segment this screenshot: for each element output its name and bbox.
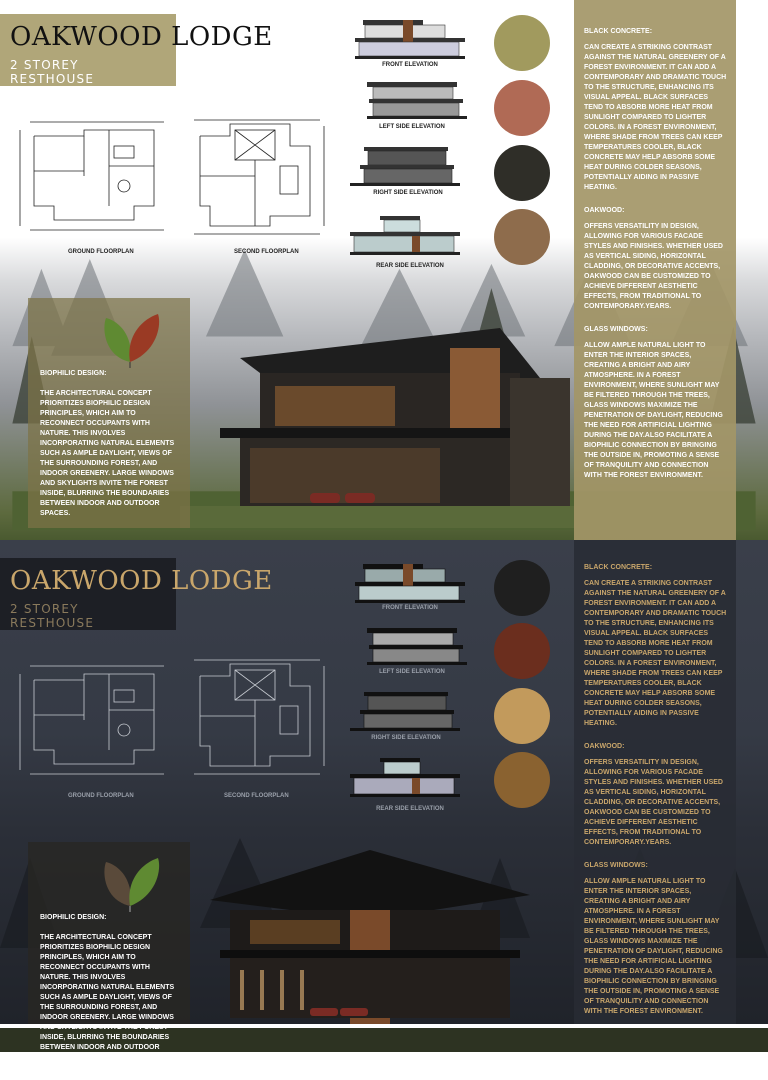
biophilic-text: THE ARCHITECTURAL CONCEPT PRIORITIZES BIOPHILIC DESIGN PRINCIPLES, WHICH AIM TO RECONNECT OCCUPANTS WITH NATURE. THIS INVOLVES INCORPORATING NATURAL ELEMENTS SUCH AS AMPLE DAYLIGHT, VIEWS OF THE SURROUNDING FOREST, AND INDOOR GREENERY. LARGE WINDOWS AND SKYLIGHTS INVITE THE FOREST INSIDE, BLURRING THE BOUNDARIES BETWEEN INDOOR AND OUTDOOR SPACES. [40, 390, 175, 517]
black-concrete-text-dark: CAN CREATE A STRIKING CONTRAST AGAINST THE NATURAL GREENERY OF A FOREST ENVIRONMENT. IT CAN ADD A CONTEMPORARY AND DRAMATIC TOUCH TO THE STRUCTURE, ENHANCING ITS VISUAL APPEAL. BLACK SURFACES TEND TO ABSORB MORE HEAT FROM SUNLIGHT COMPARED TO LIGHTER COLORS. IN A FOREST ENVIRONMENT, WHERE SHADE FROM TREES CAN KEEP TEMPERATURES COOLER, BLACK CONCRETE MAY HELP ABSORB SOME HEAT DURING COLDER SEASONS, POTENTIALLY AIDING IN PASSIVE HEATING. [584, 580, 727, 727]
swatch-tan [494, 688, 550, 744]
glass-heading: GLASS WINDOWS: [584, 326, 648, 333]
materials-panel-dark [574, 540, 736, 1024]
biophilic-box [28, 298, 190, 528]
rear-elevation-label: REAR SIDE ELEVATION [376, 263, 444, 269]
project-title-dark [10, 566, 273, 596]
left-side-elevation-label-dark: LEFT SIDE ELEVATION [379, 669, 445, 675]
oakwood-text-dark: OFFERS VERSATILITY IN DESIGN, ALLOWING FOR VARIOUS FACADE STYLES AND FINISHES. WHETHER USED AS VERTICAL SIDING, HORIZONTAL CLADDING, OR DECORATIVE ACCENTS, OAKWOOD CAN BE CUSTOMIZED TO ACHIEVE DIFFERENT AESTHETIC EFFECTS, FROM TRADITIONAL TO CONTEMPORARY.YEARS. [584, 759, 723, 846]
swatch-terracotta [494, 80, 550, 136]
swatch-olive [494, 15, 550, 71]
oakwood-heading: OAKWOOD: [584, 207, 625, 214]
project-title [10, 22, 273, 52]
leaf-icon [100, 856, 164, 912]
front-elevation-label: FRONT ELEVATION [382, 62, 438, 68]
ground-floorplan-dark [14, 660, 174, 780]
black-concrete-text: CAN CREATE A STRIKING CONTRAST AGAINST THE NATURAL GREENERY OF A FOREST ENVIRONMENT. IT CAN ADD A CONTEMPORARY AND DRAMATIC TOUCH TO THE STRUCTURE, ENHANCING ITS VISUAL APPEAL. BLACK SURFACES TEND TO ABSORB MORE HEAT FROM SUNLIGHT COMPARED TO LIGHTER COLORS. IN A FOREST ENVIRONMENT, WHERE SHADE FROM TREES CAN KEEP TEMPERATURES COOLER, BLACK CONCRETE MAY HELP ABSORB SOME HEAT DURING COLDER SEASONS, POTENTIALLY AIDING IN PASSIVE HEATING. [584, 44, 727, 191]
title-part1-dark: OAKWOOD [10, 566, 163, 596]
title-part2-dark: LODGE [171, 566, 273, 596]
biophilic-text-dark: THE ARCHITECTURAL CONCEPT PRIORITIZES BIOPHILIC DESIGN PRINCIPLES, WHICH AIM TO RECONNECT OCCUPANTS WITH NATURE. THIS INVOLVES INCORPORATING NATURAL ELEMENTS SUCH AS AMPLE DAYLIGHT, VIEWS OF THE SURROUNDING FOREST, AND INDOOR GREENERY. LARGE WINDOWS AND SKYLIGHTS INVITE THE FOREST INSIDE, BLURRING THE BOUNDARIES BETWEEN INDOOR AND OUTDOOR SPACES. [40, 934, 175, 1061]
swatch-black [494, 560, 550, 616]
right-side-elevation [350, 145, 460, 187]
left-side-elevation-label: LEFT SIDE ELEVATION [379, 124, 445, 130]
swatch-rust [494, 623, 550, 679]
glass-text-dark: ALLOW AMPLE NATURAL LIGHT TO ENTER THE INTERIOR SPACES, CREATING A BRIGHT AND AIRY ATMOSPHERE. IN A FOREST ENVIRONMENT, WHERE SUNLIGHT MAY BE FILTERED THROUGH THE TREES, GLASS WINDOWS MAXIMIZE THE PENETRATION OF DAYLIGHT, REDUCING THE NEED FOR ARTIFICIAL LIGHTING DURING THE DAY.ALSO FACILITATE A BIOPHILIC CONNECTION BY BRINGING THE OUTSIDE IN, PROMOTING A SENSE OF TRANQUILITY AND CONNECTION WITH THE FOREST ENVIRONMENT. [584, 878, 723, 1015]
swatch-bronze [494, 752, 550, 808]
rear-elevation [350, 214, 460, 258]
title-part1: OAKWOOD [10, 22, 163, 52]
swatch-brown [494, 209, 550, 265]
title-block-dark [0, 558, 273, 630]
black-concrete-heading: BLACK CONCRETE: [584, 28, 653, 35]
left-side-elevation [362, 78, 472, 120]
house-render-dark [190, 850, 550, 1024]
left-side-elevation-dark [362, 624, 472, 666]
right-side-elevation-label: RIGHT SIDE ELEVATION [373, 190, 443, 196]
ground-floorplan [14, 116, 174, 236]
materials-panel [574, 0, 736, 540]
front-elevation-dark [355, 562, 465, 604]
biophilic-box-dark [28, 842, 190, 1061]
front-elevation-label-dark: FRONT ELEVATION [382, 605, 438, 611]
glass-text: ALLOW AMPLE NATURAL LIGHT TO ENTER THE INTERIOR SPACES, CREATING A BRIGHT AND AIRY ATMOSPHERE. IN A FOREST ENVIRONMENT, WHERE SUNLIGHT MAY BE FILTERED THROUGH THE TREES, GLASS WINDOWS MAXIMIZE THE PENETRATION OF DAYLIGHT, REDUCING THE NEED FOR ARTIFICIAL LIGHTING DURING THE DAY.ALSO FACILITATE A BIOPHILIC CONNECTION BY BRINGING THE OUTSIDE IN, PROMOTING A SENSE OF TRANQUILITY AND CONNECTION WITH THE FOREST ENVIRONMENT. [584, 342, 723, 479]
dark-board [0, 540, 768, 1061]
title-block [0, 14, 273, 86]
title-part2: LODGE [171, 22, 273, 52]
rear-elevation-dark [350, 756, 460, 800]
biophilic-heading-dark: BIOPHILIC DESIGN: [40, 914, 107, 921]
project-subtitle-dark: 2 STOREY RESTHOUSE [10, 602, 95, 630]
second-floorplan-label-dark: SECOND FLOORPLAN [224, 793, 289, 799]
leaf-icon [100, 312, 164, 368]
ground-floorplan-label: GROUND FLOORPLAN [68, 249, 134, 255]
black-concrete-heading-dark: BLACK CONCRETE: [584, 564, 653, 571]
rear-elevation-label-dark: REAR SIDE ELEVATION [376, 806, 444, 812]
biophilic-heading: BIOPHILIC DESIGN: [40, 370, 107, 377]
house-render [180, 318, 580, 528]
second-floorplan [180, 116, 330, 241]
second-floorplan-label: SECOND FLOORPLAN [234, 249, 299, 255]
oakwood-text: OFFERS VERSATILITY IN DESIGN, ALLOWING FOR VARIOUS FACADE STYLES AND FINISHES. WHETHER USED AS VERTICAL SIDING, HORIZONTAL CLADDING, OR DECORATIVE ACCENTS, OAKWOOD CAN BE CUSTOMIZED TO ACHIEVE DIFFERENT AESTHETIC EFFECTS, FROM TRADITIONAL TO CONTEMPORARY.YEARS. [584, 223, 723, 310]
ground-floorplan-label-dark: GROUND FLOORPLAN [68, 793, 134, 799]
project-subtitle: 2 STOREY RESTHOUSE [10, 58, 95, 86]
front-elevation [355, 18, 465, 60]
swatch-charcoal [494, 145, 550, 201]
right-side-elevation-label-dark: RIGHT SIDE ELEVATION [371, 735, 441, 741]
oakwood-heading-dark: OAKWOOD: [584, 743, 625, 750]
second-floorplan-dark [180, 656, 330, 781]
right-side-elevation-dark [350, 690, 460, 732]
glass-heading-dark: GLASS WINDOWS: [584, 862, 648, 869]
